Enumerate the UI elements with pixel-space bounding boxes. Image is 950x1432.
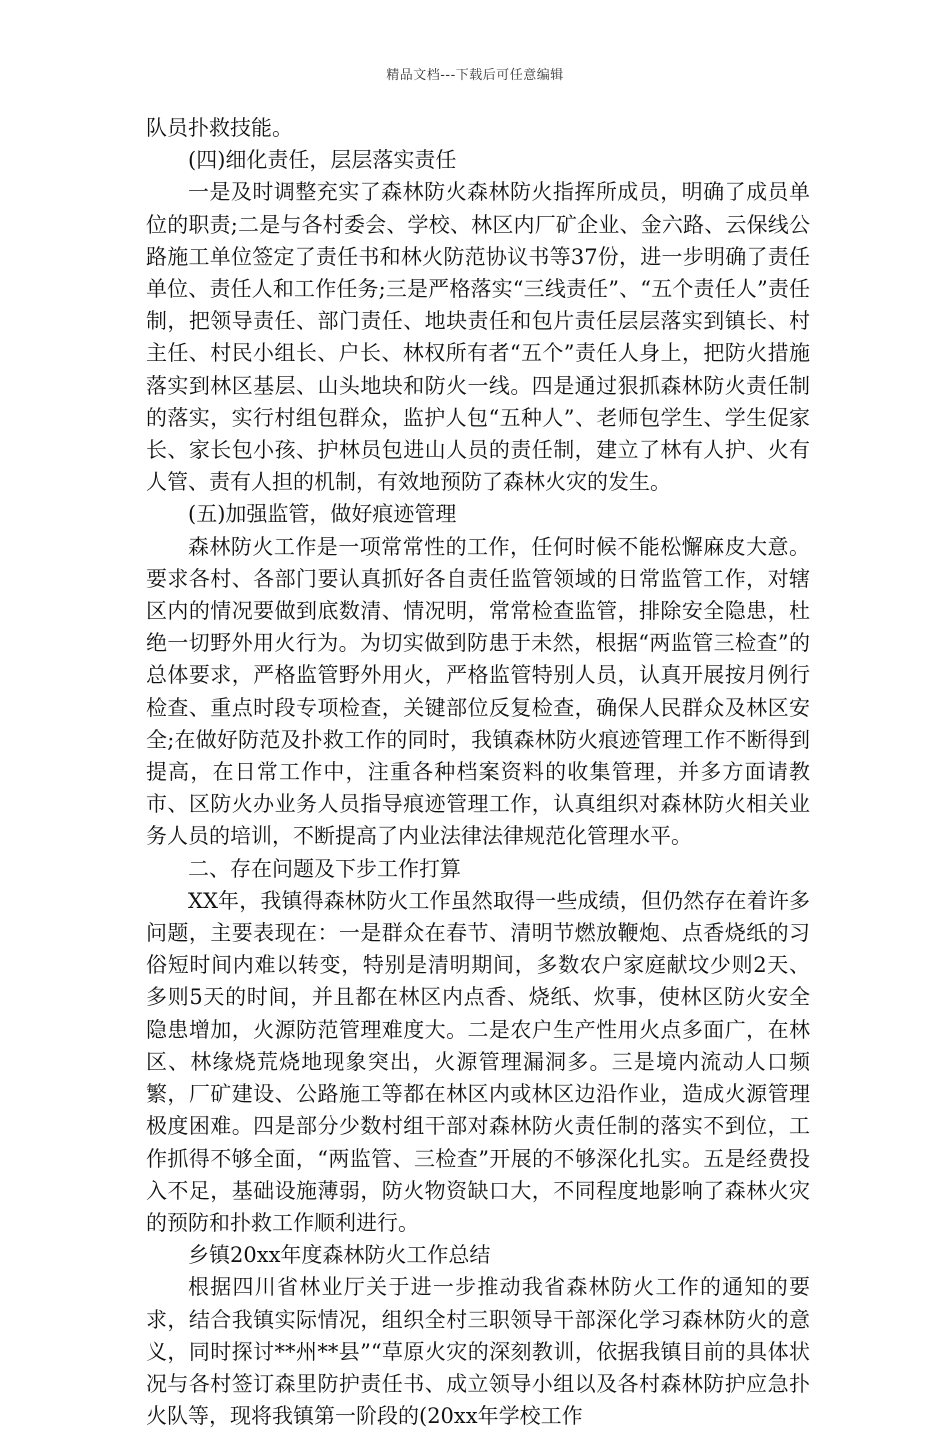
document-body — [146, 112, 810, 1432]
paragraph: 队员扑救技能。 — [146, 116, 293, 140]
section-heading: (五)加强监管，做好痕迹管理 — [188, 502, 457, 527]
paragraph: 根据四川省林业厅关于进一步推动我省森林防火工作的通知的要求，结合我镇实际情况，组织全村三职领导干部深化学习森林防火的意义，同时探讨**州**县”“草原火灾的深刻教训，依据我镇目前的具体状况与各村签订森里防护责任书、成立领导小组以及各村森林防护应急扑火队等，现将我镇第一阶段的(20xx年学校工作 — [146, 1275, 810, 1429]
section-heading: (四)细化责任，层层落实责任 — [188, 148, 457, 173]
document-title: 乡镇20xx年度森林防火工作总结 — [188, 1243, 491, 1268]
section-heading: 二、存在问题及下步工作打算 — [188, 856, 461, 881]
paragraph: XX年，我镇得森林防火工作虽然取得一些成绩，但仍然存在着许多问题，主要表现在：一是群众在春节、清明节燃放鞭炮、点香烧纸的习俗短时间内难以转变，特别是清明期间，多数农户家庭献坟少则2天、多则5天的时间，并且都在林区内点香、烧纸、炊事，使林区防火安全隐患增加，火源防范管理难度大。二是农户生产性用火点多面广，在林区、林缘烧荒烧地现象突出，火源管理漏洞多。三是境内流动人口频繁，厂矿建设、公路施工等都在林区内或林区边沿作业，造成火源管理极度困难。四是部分少数村组干部对森林防火责任制的落实不到位，工作抓得不够全面，“两监管、三检查”开展的不够深化扎实。五是经费投入不足，基础设施薄弱，防火物资缺口大，不同程度地影响了森林火灾的预防和扑救工作顺利进行。 — [146, 888, 810, 1235]
paragraph: 一是及时调整充实了森林防火森林防火指挥所成员，明确了成员单位的职责;二是与各村委会、学校、林区内厂矿企业、金六路、云保线公路施工单位签定了责任书和林火防范协议书等37份，进一步明确了责任单位、责任人和工作任务;三是严格落实“三线责任”、“五个责任人”责任制，把领导责任、部门责任、地块责任和包片责任层层落实到镇长、村主任、村民小组长、户长、林权所有者“五个”责任人身上，把防火措施落实到林区基层、山头地块和防火一线。四是通过狠抓森林防火责任制的落实，实行村组包群众，监护人包“五种人”、老师包学生、学生促家长、家长包小孩、护林员包进山人员的责任制，建立了林有人护、火有人管、责有人担的机制，有效地预防了森林火灾的发生。 — [146, 180, 810, 495]
paragraph: 森林防火工作是一项常常性的工作，任何时候不能松懈麻皮大意。要求各村、各部门要认真抓好各自责任监管领域的日常监管工作，对辖区内的情况要做到底数清、情况明，常常检查监管，排除安全隐患，杜绝一切野外用火行为。为切实做到防患于未然，根据“两监管三检查”的总体要求，严格监管野外用火，严格监管特别人员，认真开展按月例行检查、重点时段专项检查，关键部位反复检查，确保人民群众及林区安全;在做好防范及扑救工作的同时，我镇森林防火痕迹管理工作不断得到提高，在日常工作中，注重各种档案资料的收集管理，并多方面请教市、区防火办业务人员指导痕迹管理工作，认真组织对森林防火相关业务人员的培训，不断提高了内业法律法律规范化管理水平。 — [146, 534, 810, 849]
page-header: 精品文档---下载后可任意编辑 — [386, 68, 564, 83]
